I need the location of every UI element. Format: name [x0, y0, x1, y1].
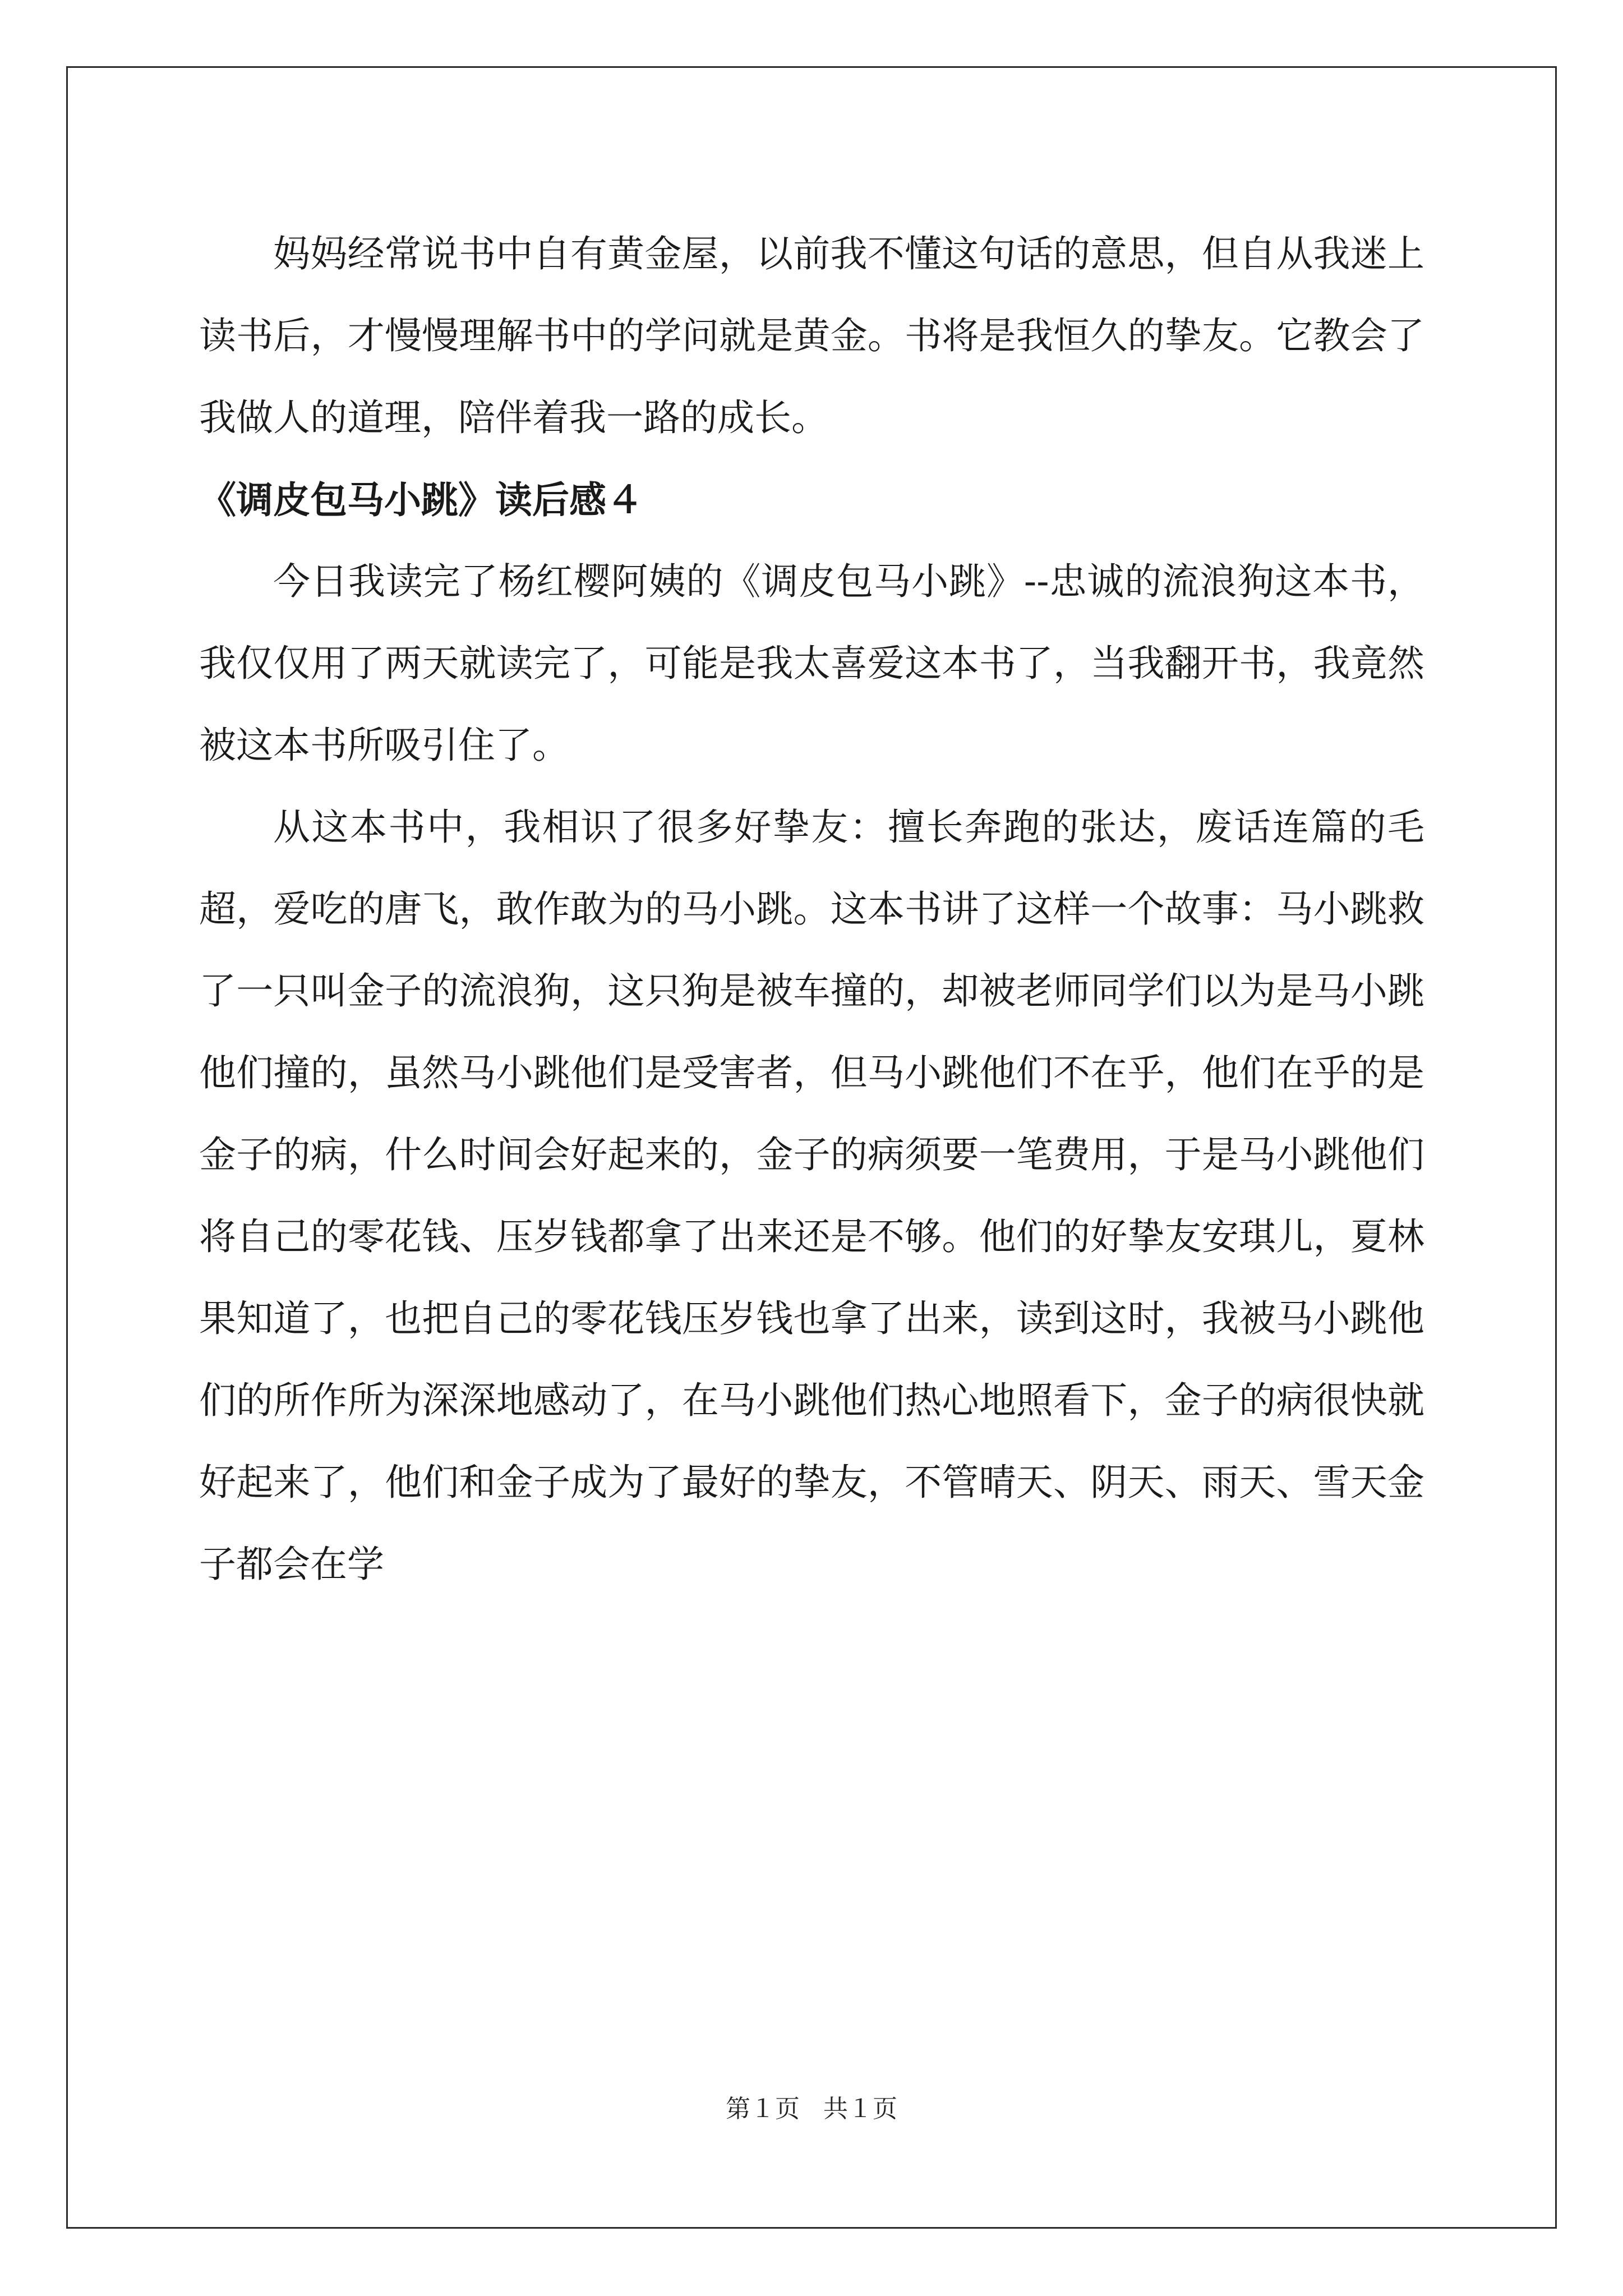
- page-number: 第１页: [726, 2095, 800, 2123]
- paragraph-intro: 妈妈经常说书中自有黄金屋，以前我不懂这句话的意思，但自从我迷上读书后，才慢慢理解书中的学问就是黄金。书将是我恒久的挚友。它教会了我做人的道理，陪伴着我一路的成长。: [199, 232, 1424, 439]
- paragraph-section-2: 从这本书中，我相识了很多好挚友：擅长奔跑的张达，废话连篇的毛超，爱吃的唐飞，敢作敢为的马小跳。这本书讲了这样一个故事：马小跳救了一只叫金子的流浪狗，这只狗是被车撞的，却被老师同学们以为是马小跳他们撞的，虽然马小跳他们是受害者，但马小跳他们不在乎，他们在乎的是金子的病，什么时间会好起来的，金子的病须要一笔费用，于是马小跳他们将自己的零花钱、压岁钱都拿了出来还是不够。他们的好挚友安琪儿，夏林果知道了，也把自己的零花钱压岁钱也拿了出来，读到这时，我被马小跳他们的所作所为深深地感动了，在马小跳他们热心地照看下，金子的病很快就好起来了，他们和金子成为了最好的挚友，不管晴天、阴天、雨天、雪天金子都会在学: [199, 806, 1424, 1586]
- page-footer: [0, 2092, 1623, 2126]
- document-body: [199, 213, 1424, 1605]
- page-total: 共１页: [823, 2095, 897, 2123]
- paragraph-section-1: 今日我读完了杨红樱阿姨的《调皮包马小跳》--忠诚的流浪狗这本书，我仅仅用了两天就读完了，可能是我太喜爱这本书了，当我翻开书，我竟然被这本书所吸引住了。: [199, 560, 1424, 767]
- section-title: 《调皮包马小跳》读后感４: [199, 478, 643, 522]
